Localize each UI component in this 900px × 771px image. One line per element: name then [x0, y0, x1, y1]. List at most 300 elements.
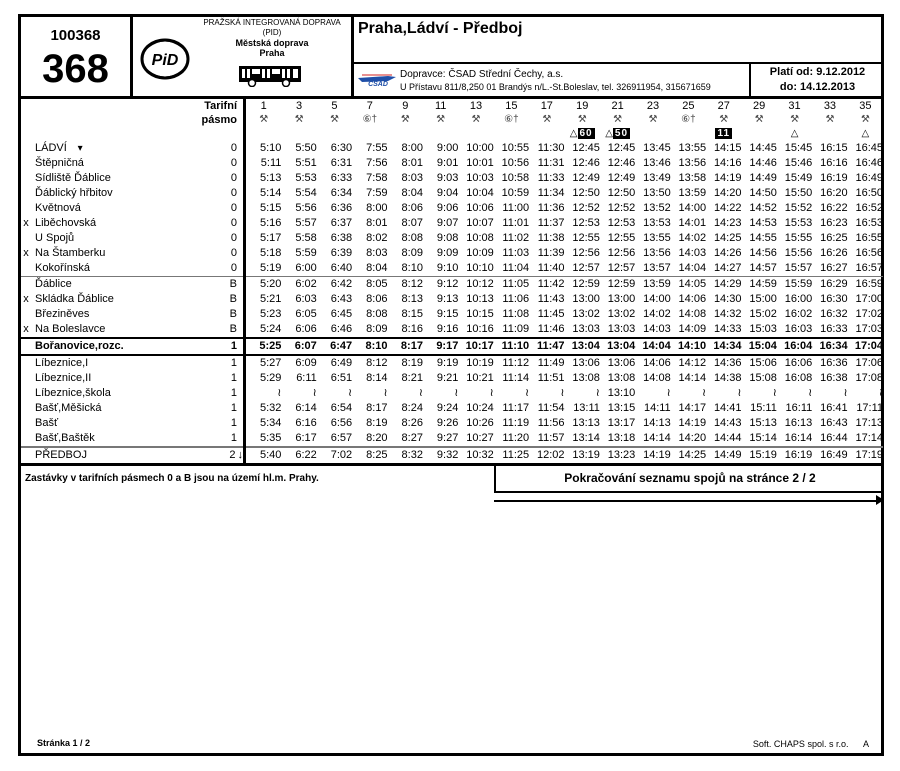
departure-time: 5:29: [259, 372, 282, 384]
stop-name-text: Květnová: [35, 202, 81, 214]
departure-time: 17:00: [855, 293, 884, 305]
departure-time: 11:01: [502, 217, 530, 229]
blank-cell: [21, 99, 31, 113]
departure-time: 11:05: [494, 277, 529, 293]
departure-time: 15:19: [741, 447, 776, 465]
departure-time: 16:30: [820, 293, 848, 305]
departure-time: 13:58: [678, 172, 707, 184]
departure-time: 16:22: [820, 202, 848, 214]
departure-time: 6:56: [330, 417, 353, 429]
departure-time: 10:58: [501, 172, 530, 184]
departure-time: 14:10: [671, 338, 706, 355]
request-stop-mark: [21, 171, 31, 186]
stop-name-text: Na Štamberku: [35, 247, 106, 259]
stop-name-text: Bořanovice,rozc.: [35, 340, 124, 352]
departure-time: 10:55: [501, 142, 530, 154]
request-stop-mark: [21, 307, 31, 322]
departure-time: 11:33: [537, 172, 565, 184]
stop-name: [31, 292, 213, 307]
departure-time: 10:24: [466, 402, 494, 414]
tariff-zone-value: 0: [230, 262, 237, 274]
trip-note: [317, 127, 352, 141]
trip-number: 19: [576, 100, 589, 112]
trip-note: [812, 127, 847, 141]
departure-time: 10:08: [466, 232, 494, 244]
departure-time: 17:03: [855, 323, 884, 335]
departure-time: 10:06: [466, 202, 494, 214]
departure-time: 17:13: [855, 417, 884, 429]
stop-name: [31, 338, 213, 355]
pid-sub2: Praha: [259, 48, 285, 58]
departure-time: 15:00: [749, 293, 777, 305]
departure-time: 13:46: [643, 157, 671, 169]
carrier-address: U Přístavu 811/8,250 01 Brandýs n/L.-St.Boleslav, tel. 326911954, 315671659: [400, 82, 711, 92]
stop-name: [31, 431, 213, 447]
tariff-zone-value: 1: [230, 372, 237, 384]
trip-number-row: [21, 99, 883, 113]
stop-name: [31, 355, 213, 371]
trip-note: [706, 127, 741, 141]
departure-time: 13:02: [572, 308, 600, 320]
valid-from: Platí od: 9.12.2012: [769, 66, 866, 78]
tariff-zone-value: 0: [230, 172, 237, 184]
tariff-zone: [213, 307, 245, 322]
departure-time: 14:08: [678, 308, 707, 320]
table-row: [21, 201, 883, 216]
departure-time: 17:11: [856, 402, 884, 414]
departure-time: 11:02: [502, 232, 530, 244]
departure-time: 13:00: [572, 293, 600, 305]
tariff-zone: [213, 231, 245, 246]
departure-time: 14:06: [678, 293, 707, 305]
departure-time: 10:03: [466, 172, 494, 184]
departure-time: 11:34: [537, 187, 565, 199]
request-stop-mark: [21, 355, 31, 371]
departure-time: 13:06: [600, 355, 635, 371]
departure-time: 9:09: [436, 247, 459, 259]
departure-time: 16:19: [777, 447, 812, 465]
trip-note: [777, 127, 812, 141]
trip-note: [529, 127, 564, 141]
workdays-icon: ⚒: [754, 114, 764, 125]
departure-time: 10:15: [466, 308, 494, 320]
departure-time: 12:55: [607, 232, 636, 244]
departure-time: 12:46: [607, 157, 636, 169]
stop-name: [31, 246, 213, 261]
departure-time: 13:04: [600, 338, 635, 355]
departure-time: 14:02: [643, 308, 671, 320]
stop-name-text: Skládka Ďáblice: [35, 293, 114, 305]
departure-time: 13:08: [572, 372, 600, 384]
skip-stop-icon: ≀: [525, 387, 530, 399]
tariff-zone: [213, 355, 245, 371]
departure-time: 14:46: [749, 157, 777, 169]
trip-note: [671, 127, 706, 141]
table-row: [21, 386, 883, 401]
departure-time: 6:05: [295, 308, 317, 320]
departure-time: 6:31: [330, 157, 353, 169]
carrier-logo-icon: [358, 73, 396, 87]
trip-note: [600, 127, 635, 141]
departure-time: 14:50: [749, 187, 777, 199]
departure-time: 9:26: [436, 417, 459, 429]
table-row: [21, 292, 883, 307]
departure-time: 5:58: [295, 232, 317, 244]
departure-time: 13:18: [607, 432, 636, 444]
departure-time: 11:17: [502, 402, 530, 414]
departure-time: 16:55: [855, 232, 884, 244]
departure-time: 16:08: [784, 372, 813, 384]
departure-time: 8:19: [366, 417, 388, 429]
weekend-holiday-icon: ⑥†: [504, 114, 519, 125]
request-stop-mark: [21, 431, 31, 447]
departure-time: 9:07: [436, 217, 459, 229]
stop-name-text: PŘEDBOJ: [35, 449, 87, 461]
trip-note: [458, 127, 493, 141]
departure-time: 6:11: [296, 372, 317, 384]
stop-name: [31, 171, 213, 186]
request-stop-mark: x: [23, 323, 29, 335]
line-number: 368: [42, 47, 109, 91]
continuation-arrow-line: [494, 500, 878, 502]
tariff-zone: [213, 171, 245, 186]
departure-time: 12:56: [607, 247, 636, 259]
trip-number: 21: [611, 100, 624, 112]
departure-time: 9:03: [436, 172, 459, 184]
departure-time: 9:12: [423, 277, 458, 293]
departure-time: 8:08: [366, 308, 388, 320]
departure-time: 17:04: [848, 338, 883, 355]
skip-stop-icon: ≀: [595, 387, 600, 399]
departure-time: 14:04: [678, 262, 707, 274]
request-stop-mark: [21, 371, 31, 386]
departure-time: 15:02: [749, 308, 777, 320]
departure-time: 14:29: [706, 277, 741, 293]
trip-number: 29: [753, 100, 766, 112]
departure-time: 17:19: [848, 447, 883, 465]
departure-time: 5:13: [259, 172, 282, 184]
departure-time: 11:40: [537, 262, 565, 274]
departure-time: 13:14: [572, 432, 600, 444]
stop-name-text: Štěpničná: [35, 157, 84, 169]
departure-time: 16:20: [820, 187, 848, 199]
departure-time: 6:07: [281, 338, 316, 355]
departure-time: 11:39: [537, 247, 565, 259]
departure-time: 11:19: [502, 417, 530, 429]
departure-time: 11:36: [537, 202, 565, 214]
tariff-zone-value: 1: [230, 417, 237, 429]
trip-number: 23: [646, 100, 660, 112]
stop-name: [31, 416, 213, 431]
departure-time: 8:04: [366, 262, 388, 274]
skip-stop-icon: ≀: [808, 387, 813, 399]
departure-time: 16:14: [784, 432, 813, 444]
svg-text:ČSAD: ČSAD: [368, 81, 388, 87]
departure-time: 8:10: [352, 338, 387, 355]
departure-time: 10:12: [458, 277, 493, 293]
request-stop-mark: x: [23, 293, 29, 305]
departure-time: 10:26: [466, 417, 494, 429]
software-credit: [753, 739, 869, 749]
pid-box: [133, 17, 351, 99]
tarif-label-2: pásmo: [31, 113, 245, 127]
stop-name-text: Na Boleslavce: [35, 323, 106, 335]
stop-name-text: Líbeznice,škola: [35, 387, 111, 399]
tariff-zone-value: 2: [229, 449, 236, 461]
tariff-zone: [213, 447, 245, 465]
stop-name: [31, 186, 213, 201]
table-row: [21, 416, 883, 431]
request-stop-mark: [21, 416, 31, 431]
trip-number: 15: [505, 100, 518, 112]
departure-time: 5:50: [295, 142, 317, 154]
departure-time: 11:04: [502, 262, 530, 274]
departure-time: 14:25: [713, 232, 742, 244]
departure-time: 12:59: [600, 277, 635, 293]
tariff-zone: [213, 338, 245, 355]
trip-number: 31: [788, 100, 801, 112]
stop-name: [31, 156, 213, 171]
request-stop-mark: [21, 401, 31, 416]
departure-time: 16:49: [855, 172, 884, 184]
departure-time: 14:49: [749, 172, 777, 184]
departure-time: 17:06: [848, 355, 883, 371]
departure-time: 10:07: [466, 217, 494, 229]
departure-time: 15:59: [777, 277, 812, 293]
stop-name-text: Bašť,Baštěk: [35, 432, 95, 444]
stop-name-text: Bašť: [35, 417, 59, 429]
departure-time: 10:13: [466, 293, 494, 305]
departure-time: 14:30: [713, 293, 742, 305]
departure-time: 14:32: [713, 308, 742, 320]
departure-time: 5:40: [245, 447, 282, 465]
stop-name: [31, 386, 213, 401]
departure-time: 5:15: [259, 202, 282, 214]
departure-time: 6:00: [295, 262, 317, 274]
departure-time: 14:03: [643, 323, 671, 335]
tariff-zone: [213, 156, 245, 171]
table-row: [21, 401, 883, 416]
departure-time: 15:11: [750, 402, 777, 414]
departure-time: 6:02: [281, 277, 316, 293]
departure-time: 8:09: [366, 323, 388, 335]
departure-time: 6:06: [295, 323, 317, 335]
tariff-zone-value: 1: [230, 357, 237, 369]
departure-time: 6:36: [330, 202, 353, 214]
departure-time: 9:21: [436, 372, 459, 384]
departure-time: 6:17: [295, 432, 317, 444]
skip-stop-icon: ≀: [312, 387, 317, 399]
table-row: [21, 246, 883, 261]
departure-time: 8:07: [401, 217, 423, 229]
departure-time: 6:47: [317, 338, 352, 355]
skip-stop-icon: ≀: [666, 387, 671, 399]
departure-time: 11:45: [537, 308, 565, 320]
departure-time: 13:08: [607, 372, 636, 384]
departure-time: 14:01: [678, 217, 707, 229]
departure-time: 8:04: [401, 187, 423, 199]
table-row: [21, 141, 883, 156]
departure-time: 14:55: [749, 232, 777, 244]
departure-time: 8:17: [366, 402, 388, 414]
departure-time: 12:53: [572, 217, 600, 229]
departure-time: 14:14: [643, 432, 671, 444]
departure-time: 5:21: [259, 293, 282, 305]
departure-time: 14:16: [713, 157, 742, 169]
departure-time: 14:00: [643, 293, 671, 305]
departure-time: 12:52: [572, 202, 600, 214]
table-row: [21, 261, 883, 277]
departure-time: 6:54: [330, 402, 353, 414]
note-badge: 60: [579, 128, 593, 139]
departure-time: 11:43: [537, 293, 565, 305]
departure-time: 10:59: [501, 187, 530, 199]
tariff-zone: [213, 141, 245, 156]
tariff-zone: [213, 322, 245, 338]
table-row: [21, 431, 883, 447]
tariff-zone-value: 1: [230, 432, 237, 444]
departure-time: 6:09: [281, 355, 316, 371]
departure-time: 14:02: [678, 232, 707, 244]
departure-time: 8:32: [388, 447, 423, 465]
departure-time: 16:25: [820, 232, 848, 244]
departure-time: 13:10: [607, 387, 636, 399]
departure-time: 10:01: [466, 157, 494, 169]
departure-time: 8:02: [366, 232, 388, 244]
trip-note: [565, 127, 600, 141]
departure-time: 15:46: [784, 157, 813, 169]
departure-time: 12:56: [572, 247, 600, 259]
departure-time: 14:13: [643, 417, 671, 429]
departure-time: 14:27: [713, 262, 742, 274]
departure-time: 8:06: [366, 293, 388, 305]
departure-time: 11:37: [537, 217, 565, 229]
departure-time: 6:38: [330, 232, 353, 244]
zone-note: Zastávky v tarifních pásmech 0 a B jsou na území hl.m. Prahy.: [25, 473, 319, 484]
departure-time: 13:55: [643, 232, 671, 244]
departure-time: 17:08: [855, 372, 884, 384]
request-stop-mark: [21, 201, 31, 216]
skip-stop-icon: ≀: [843, 387, 848, 399]
departure-time: 14:04: [635, 338, 670, 355]
trip-number: 17: [540, 100, 553, 112]
departure-time: 13:56: [643, 247, 671, 259]
table-row: [21, 186, 883, 201]
departure-time: 7:02: [317, 447, 352, 465]
skip-stop-icon: ≀: [277, 387, 282, 399]
trip-note: [281, 127, 316, 141]
departure-time: 5:25: [245, 338, 282, 355]
skip-stop-icon: ≀: [701, 387, 707, 399]
departure-time: 9:19: [423, 355, 458, 371]
departure-time: 13:00: [607, 293, 636, 305]
departure-time: 14:15: [713, 142, 742, 154]
departure-time: 14:12: [671, 355, 706, 371]
departure-time: 10:32: [458, 447, 493, 465]
departure-time: 13:17: [607, 417, 636, 429]
tariff-zone-value: B: [229, 308, 237, 320]
departure-time: 12:53: [607, 217, 636, 229]
table-row: [21, 171, 883, 186]
departure-time: 11:25: [494, 447, 529, 465]
arrow-right-icon: [876, 495, 884, 505]
tariff-zone: [213, 277, 245, 293]
departure-time: 13:06: [565, 355, 600, 371]
departure-time: 15:57: [784, 262, 813, 274]
departure-time: 11:14: [502, 372, 530, 384]
trip-number: 27: [717, 100, 730, 112]
departure-time: 5:11: [260, 157, 282, 169]
request-stop-mark: [21, 386, 31, 401]
departure-time: 13:13: [572, 417, 600, 429]
weekend-holiday-icon: ⑥†: [362, 114, 378, 125]
departure-time: 14:19: [713, 172, 742, 184]
validity-box: [749, 62, 884, 96]
request-stop-mark: [21, 231, 31, 246]
departure-time: 12:02: [529, 447, 564, 465]
timetable-table: [21, 99, 883, 466]
triangle-icon: △: [605, 128, 613, 139]
departure-time: 8:00: [366, 202, 388, 214]
departure-time: 5:54: [295, 187, 317, 199]
tariff-zone-value: 0: [230, 187, 237, 199]
departure-time: 8:24: [401, 402, 423, 414]
departure-time: 8:08: [401, 232, 423, 244]
workdays-icon: ⚒: [577, 114, 587, 125]
workdays-icon: ⚒: [719, 114, 729, 125]
skip-stop-icon: ≀: [737, 387, 742, 399]
departure-time: 16:59: [848, 277, 883, 293]
departure-time: 5:53: [295, 172, 317, 184]
departure-time: 14:41: [713, 402, 742, 414]
departure-time: 11:56: [537, 417, 565, 429]
tariff-zone-value: B: [229, 293, 237, 305]
workdays-icon: ⚒: [825, 114, 835, 125]
request-stop-mark: [21, 156, 31, 171]
departure-time: 14:34: [706, 338, 741, 355]
departure-time: 9:08: [436, 232, 459, 244]
svg-text:PiD: PiD: [151, 52, 179, 69]
workdays-icon: ⚒: [613, 114, 623, 125]
departure-time: 6:42: [317, 277, 352, 293]
departure-time: 15:53: [784, 217, 813, 229]
pid-logo-icon: [139, 33, 191, 85]
departure-time: 11:20: [502, 432, 530, 444]
tariff-zone: [213, 386, 245, 401]
departure-time: 6:46: [330, 323, 353, 335]
departure-time: 9:16: [436, 323, 459, 335]
table-row: [21, 371, 883, 386]
stop-name-text: Ďáblický hřbitov: [35, 187, 113, 199]
trip-number: 13: [469, 100, 483, 112]
departure-time: 8:03: [401, 172, 423, 184]
departure-time: 16:46: [855, 157, 884, 169]
departure-time: 14:20: [678, 432, 707, 444]
departure-time: 16:33: [820, 323, 848, 335]
departure-time: 15:06: [741, 355, 776, 371]
request-stop-mark: [21, 338, 31, 355]
departure-time: 9:01: [436, 157, 459, 169]
continuation-notice: Pokračování seznamu spojů na stránce 2 / 2: [494, 465, 884, 493]
stop-name: [31, 401, 213, 416]
departure-time: 6:39: [330, 247, 353, 259]
departure-time: 15:52: [784, 202, 813, 214]
departure-time: 10:21: [466, 372, 494, 384]
departure-time: 16:50: [855, 187, 884, 199]
departure-time: 14:22: [713, 202, 742, 214]
trip-note: [848, 127, 883, 141]
departure-time: 14:49: [706, 447, 741, 465]
